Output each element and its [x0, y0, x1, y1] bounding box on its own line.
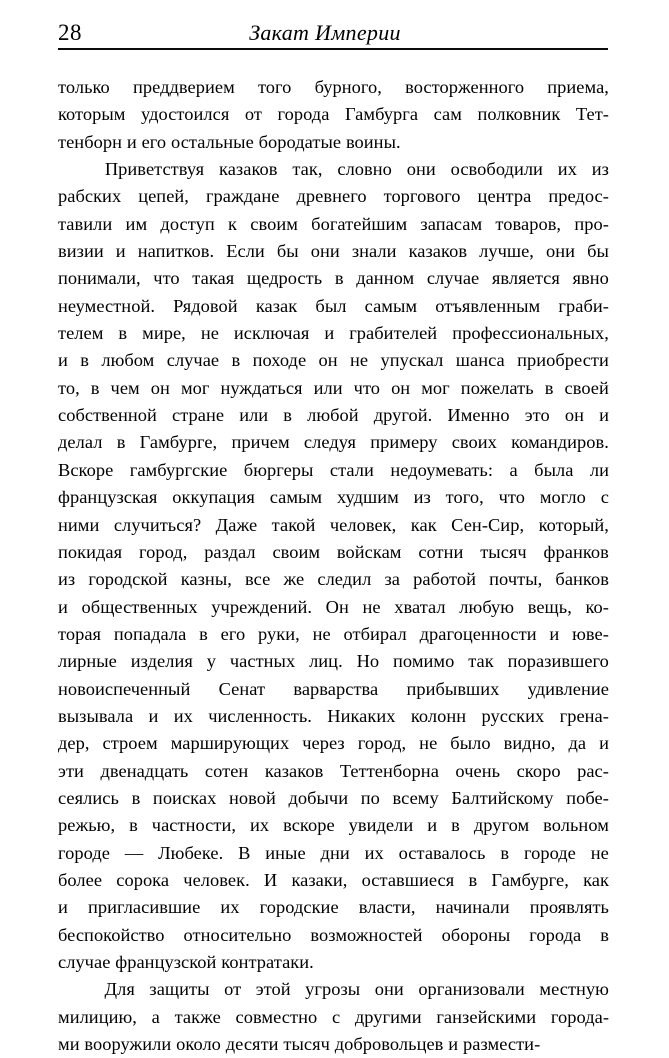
- paragraph: [58, 976, 609, 1058]
- text-line: визии и напитков. Если бы они знали казаков лучше, они бы: [58, 241, 609, 262]
- text-line: собственной стране или в любой другой. Именно это он и: [58, 405, 609, 426]
- text-line: дер, строем марширующих через город, не было видно, да и: [58, 733, 609, 754]
- text-line: только преддверием того бурного, восторженного приема,: [58, 77, 609, 97]
- paragraph-indent: [58, 976, 90, 1003]
- text-line: неуместной. Рядовой казак был самым отъявленным граби-: [58, 295, 609, 316]
- text-line: телем в мире, не исключая и грабителей профессиональных,: [58, 323, 609, 344]
- text-line: ними случиться? Даже такой человек, как Сен-Сир, который,: [58, 514, 609, 535]
- text-line: ми вооружили около десяти тысяч добровольцев и размести-: [58, 1034, 541, 1055]
- text-line: беспокойство относительно возможностей обороны города в: [58, 924, 609, 945]
- text-line: лирные изделия у частных лиц. Но помимо так поразившего: [58, 651, 609, 672]
- page-number: 28: [58, 20, 82, 45]
- text-line: то, в чем он мог нуждаться или что он мог пожелать в своей: [58, 377, 609, 398]
- text-line: тенборн и его остальные бородатые воины.: [58, 131, 401, 152]
- text-line: и пригласившие их городские власти, начинали проявлять: [58, 897, 609, 918]
- text-line: Приветствуя казаков так, словно они освободили их из: [58, 156, 609, 183]
- text-line: и в любом случае в походе он не упускал шанса приобрести: [58, 350, 609, 371]
- paragraph: [58, 74, 609, 156]
- text-line: сеялись в поисках новой добычи по всему Балтийскому побе-: [58, 787, 609, 808]
- text-line: эти двенадцать сотен казаков Теттенборна очень скоро рас-: [58, 760, 609, 781]
- text-line: торая попадала в его руки, не отбирал драгоценности и юве-: [58, 623, 609, 644]
- text-line: более сорока человек. И казаки, оставшиеся в Гамбурге, как: [58, 869, 609, 890]
- text-line: новоиспеченный Сенат варварства прибывших удивление: [58, 678, 609, 699]
- text-line: милицию, а также совместно с другими ганзейскими города-: [58, 1006, 609, 1027]
- header-rule: [58, 48, 608, 50]
- text-line: из городской казны, все же следил за работой почты, банков: [58, 569, 609, 590]
- text-line: делал в Гамбурге, причем следуя примеру своих командиров.: [58, 432, 609, 453]
- running-head: [58, 18, 608, 48]
- text-line: французская оккупация самым худшим из того, что могло с: [58, 487, 609, 508]
- text-line: режью, в частности, их вскоре увидели и в другом вольном: [58, 815, 609, 836]
- text-line: городе — Любеке. В иные дни их оставалось в городе не: [58, 842, 609, 863]
- text-line: вызывала и их численность. Никаких колонн русских грена-: [58, 705, 609, 726]
- text-line: покидая город, раздал своим войскам сотни тысяч франков: [58, 541, 609, 562]
- text-line: тавили им доступ к своим богатейшим запасам товаров, про-: [58, 213, 609, 234]
- paragraph: [58, 156, 609, 976]
- text-line: которым удостоился от города Гамбурга сам полковник Тет-: [58, 104, 609, 125]
- paragraph-indent: [58, 156, 90, 183]
- text-line: случае французской контратаки.: [58, 952, 314, 972]
- running-title: Закат Империи: [249, 20, 401, 45]
- body-text-column: [58, 74, 609, 1058]
- text-line: рабских цепей, граждане древнего торгового центра предос-: [58, 186, 609, 207]
- text-line: понимали, что такая щедрость в данном случае является явно: [58, 268, 609, 289]
- text-line: и общественных учреждений. Он не хватал любую вещь, ко-: [58, 596, 609, 617]
- text-line: Вскоре гамбургские бюргеры стали недоумевать: а была ли: [58, 459, 609, 480]
- text-line: Для защиты от этой угрозы они организовали местную: [58, 976, 609, 1003]
